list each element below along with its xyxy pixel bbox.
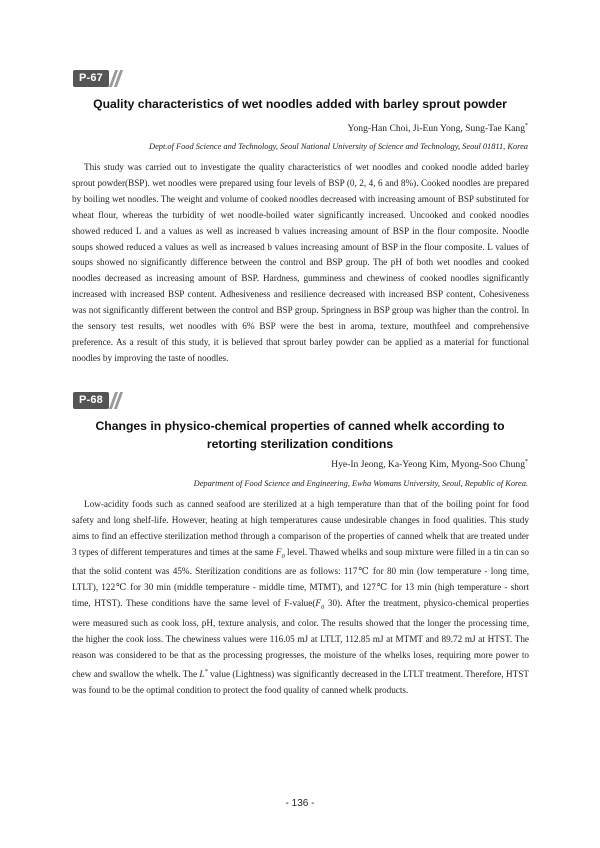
paper-abstract bbox=[72, 497, 529, 699]
abstract-text: level. Thawed whelks and soup mixture were filled in a tin can so that the solid content was 45%. Sterilization conditions are as follows: 117℃ for 80 min (low temperature - long time, LTLT), 122℃ for 30 min (middle temperature - middle time, MTMT), and 127℃ for 13 min (high temperature - short time, HTST). These conditions have the same level of F-value( bbox=[72, 546, 529, 609]
author-names: Hye-In Jeong, Ka-Yeong Kim, Myong-Soo Chung bbox=[331, 459, 525, 471]
f0-symbol bbox=[275, 546, 285, 560]
l-letter: L bbox=[199, 668, 205, 679]
paper-authors bbox=[348, 123, 528, 134]
abstract-badge-p67 bbox=[73, 70, 121, 87]
title-line: Changes in physico-chemical properties of canned whelk according to bbox=[95, 419, 505, 433]
f-subscript: 0 bbox=[321, 604, 325, 612]
paper-abstract bbox=[72, 160, 529, 367]
paper-affiliation: Dept.of Food Science and Technology, Seoul National University of Science and Technology, Seoul 01811, Korea bbox=[149, 142, 528, 151]
f-letter: F bbox=[315, 598, 322, 609]
corresponding-mark: * bbox=[525, 123, 528, 129]
paper-title bbox=[60, 417, 540, 453]
paper-authors bbox=[331, 459, 528, 470]
abstract-text: value (Lightness) was significantly decreased in the LTLT treatment. Therefore, HTST was found to be the optimal condition to protect the food quality of canned whelk products. bbox=[72, 668, 529, 695]
abstract-paragraph: This study was carried out to investigate the quality characteristics of wet noodles and cooked noodle added barley sprout powder(BSP). wet noodles were prepared using four levels of BSP (0, 2, 4, 6 and 8%). Cooked noodles are prepared by boiling wet noodles. The weight and volume of cooked noodles decreased with increasing amount of BSP substituted for wheat flour, whereas the turbidity of wet noodle-boiled water significantly increased. Uncooked and cooked noodles showed reduced L and a values as well as increased b values increasing amount of BSP in the flour composite. Noodle soups showed reduced a values as well as increased b values increasing amount of BSP in the flour composite. L values of soups showed no significantly difference between the control and BSP group. The pH of both wet noodles and cooked noodles decreased as increasing amount of BSP. Hardness, gumminess and chewiness of cooked noodles significantly increased with increased BSP content. Adhesiveness and resilience decreased with increased BSP content, Cohesiveness was not significantly different between the control and BSP group. Springness in BSP group was higher than the control. In the sensory test results, wet noodles with 6% BSP were the best in aroma, texture, mouthfeel and comprehensive preference. As a result of this study, it is believed that sprout barley powder can be applied as a material for functional noodles by improving the taste of noodles. bbox=[72, 162, 529, 363]
f-subscript: 0 bbox=[281, 552, 285, 560]
abstract-paragraph bbox=[72, 497, 529, 699]
title-line: retorting sterilization conditions bbox=[206, 437, 394, 451]
abstract-text: Low-acidity foods such as canned seafood are sterilized at a high temperature than that of the boiling point for food safety and long shelf-life. However, heating at high temperatures cause undesirable changes in food qualities. This study aims to find an effective sterilization method through a comparison of the properties of canned whelk that are treated under 3 types of different temperatures and times at the same bbox=[72, 499, 529, 557]
paper-affiliation: Department of Food Science and Engineering, Ewha Womans University, Seoul, Republic of Korea. bbox=[193, 479, 528, 488]
paper-title: Quality characteristics of wet noodles added with barley sprout powder bbox=[93, 97, 507, 111]
badge-label: P-68 bbox=[78, 394, 104, 406]
page-number: - 136 - bbox=[285, 798, 315, 809]
l-star-symbol bbox=[199, 669, 207, 679]
abstract-badge-p68 bbox=[73, 392, 121, 409]
author-names: Yong-Han Choi, Ji-Eun Yong, Sung-Tae Kang bbox=[347, 123, 525, 135]
abstract-text: 30). After the treatment, physico-chemical properties were measured such as cook loss, pH, texture analysis, and color. The results showed that the longer the processing time, the higher the cook loss. The chewiness values were 116.05 mJ at LTLT, 112.85 mJ at MTMT and 89.72 mJ at HTST. The reason was considered to be that as the processing progresses, the moisture of the whelks loses, requiring more power to chew and swallow the whelk. The bbox=[72, 598, 529, 679]
f0-symbol bbox=[315, 598, 325, 612]
l-superscript: * bbox=[204, 667, 208, 675]
badge-label: P-67 bbox=[78, 72, 104, 84]
corresponding-mark: * bbox=[525, 459, 528, 465]
f-letter: F bbox=[275, 546, 282, 557]
